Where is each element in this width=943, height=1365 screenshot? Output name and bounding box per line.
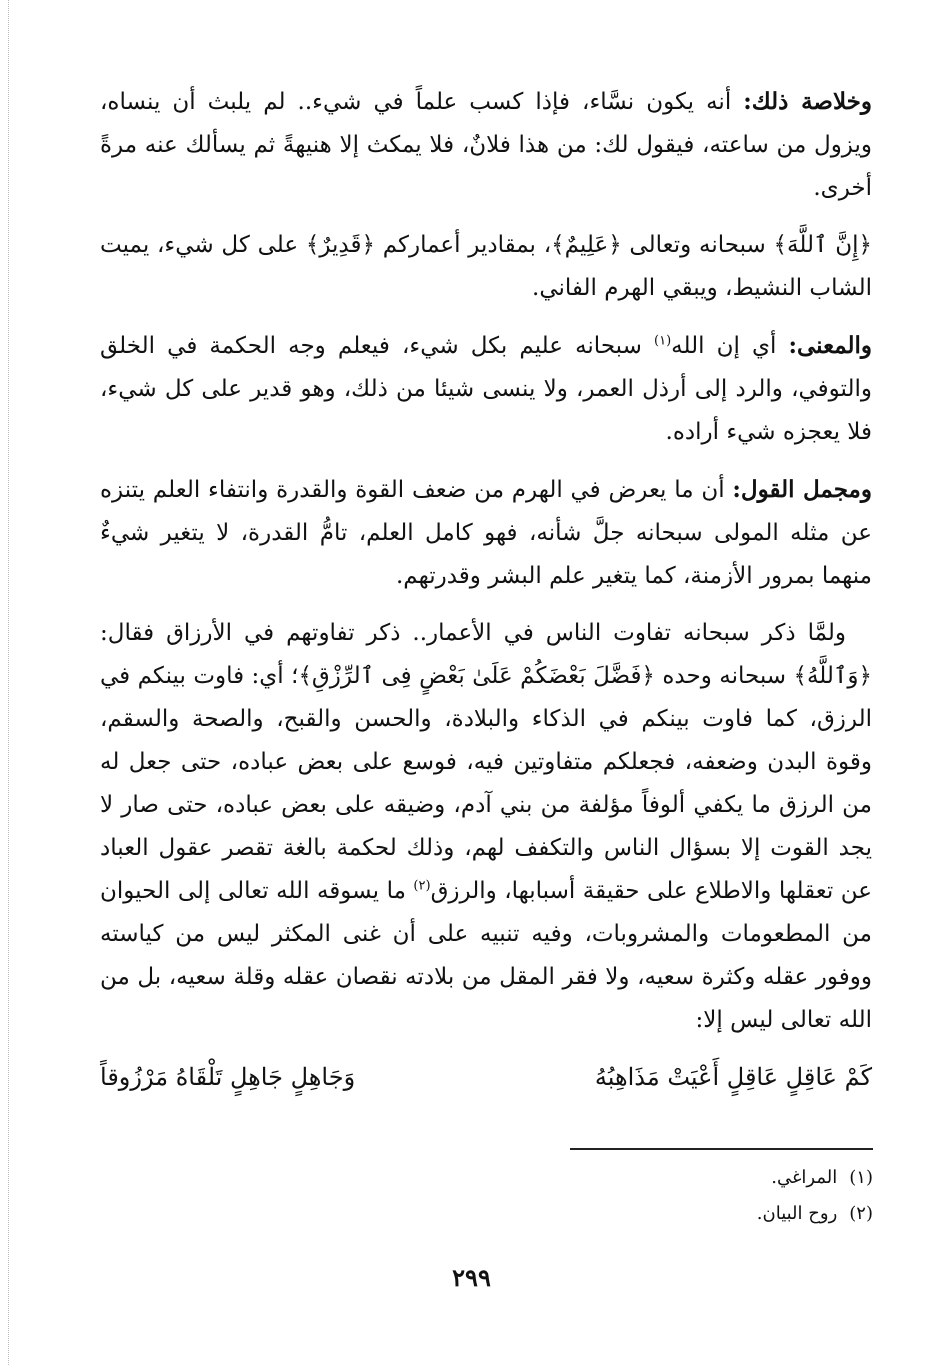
paragraph-body: أن ما يعرض في الهرم من ضعف القوة والقدرة وانتفاء العلم يتنزه عن مثله المولى سبحانه جلَّ شأنه، فهو كامل العلم، تامُّ القدرة، لا يتغير شيءٌ منهما بمرور الأزمنة، كما يتغير علم البشر وقدرتهم. — [100, 477, 872, 589]
footnotes — [473, 1160, 873, 1232]
footnote-text: المراغي. — [771, 1167, 838, 1188]
footnote-number: (٢) — [849, 1203, 873, 1224]
main-text — [100, 80, 872, 1099]
paragraph-conclusion — [100, 468, 872, 598]
page-number: ٢٩٩ — [452, 1263, 491, 1292]
footnote-number: (١) — [849, 1167, 873, 1188]
paragraph-lead: ومجمل القول: — [732, 476, 872, 503]
paragraph-body: أنه يكون نسَّاء، فإذا كسب علماً في شيء.. لم يلبث أن ينساه، ويزول من ساعته، فيقول لك: من هذا فلانٌ، فلا يمكث إلا هنيهةً ثم يسألك عنه مرةً أخرى. — [100, 89, 872, 201]
paragraph-body: سبحانه عليم بكل شيء، فيعلم وجه الحكمة في الخلق والتوفي، والرد إلى أرذل العمر، ولا ينسى شيئا من ذلك، وهو قدير على كل شيء، فلا يعجزه شيء أراده. — [100, 333, 872, 445]
paragraph-meaning — [100, 324, 872, 454]
paragraph-summary — [100, 80, 872, 210]
paragraph-lead: والمعنى: — [788, 332, 872, 359]
footnote-item — [473, 1196, 873, 1232]
poem-hemistich-second: وَجَاهِلٍ جَاهِلٍ تَلْقَاهُ مَرْزُوقاً — [100, 1063, 356, 1091]
paragraph-lead: وخلاصة ذلك: — [743, 88, 872, 115]
poem-verse — [100, 1056, 872, 1099]
poem-hemistich-first: كَمْ عَاقِلٍ عَاقِلٍ أَعْيَتْ مَذَاهِبُهُ — [594, 1063, 872, 1091]
paragraph-body: ﴿إِنَّ ٱللَّهَ﴾ سبحانه وتعالى ﴿عَلِيمٌ﴾، بمقادير أعماركم ﴿قَدِيرٌ﴾ على كل شيء، يميت الشاب النشيط، ويبقي الهرم الفاني. — [100, 232, 872, 301]
footnote-item — [473, 1160, 873, 1196]
paragraph-verse-commentary — [100, 224, 872, 310]
footnote-text: روح البيان. — [756, 1203, 838, 1224]
footnote-ref: (١) — [654, 333, 672, 349]
footnote-ref: (٢) — [413, 878, 431, 894]
margin-line — [8, 0, 9, 1365]
paragraph-body: ما يسوقه الله تعالى إلى الحيوان من المطعومات والمشروبات، وفيه تنبيه على أن غنى المكثر ليس من كياسته ووفور عقله وكثرة سعيه، ولا فقر المقل من بلادته نقصان عقله وقلة سعيه، بل من الله تعالى ليس إلا: — [100, 878, 872, 1033]
footnote-divider — [570, 1148, 873, 1150]
paragraph-provision — [100, 612, 872, 1042]
paragraph-body: أي إن الله — [671, 333, 789, 359]
paragraph-body: ولمَّا ذكر سبحانه تفاوت الناس في الأعمار.. ذكر تفاوتهم في الأرزاق فقال: ﴿وَٱللَّهُ﴾ سبحانه وحده ﴿فَضَّلَ بَعْضَكُمْ عَلَىٰ بَعْضٍ فِى ٱلرِّزْقِ﴾؛ أي: فاوت بينكم في الرزق، كما فاوت بينكم في الذكاء والبلادة، والحسن والقبح، والصحة والسقم، وقوة البدن وضعفه، فجعلكم متفاوتين فيه، فوسع على بعض عباده، حتى جعل له من الرزق ما يكفي ألوفاً مؤلفة من بني آدم، وضيقه على بعض عباده، حتى صار لا يجد القوت إلا بسؤال الناس والتكفف لهم، وذلك لحكمة بالغة تقصر عقول العباد عن تعقلها والاطلاع على حقيقة أسبابها، والرزق — [100, 620, 872, 904]
